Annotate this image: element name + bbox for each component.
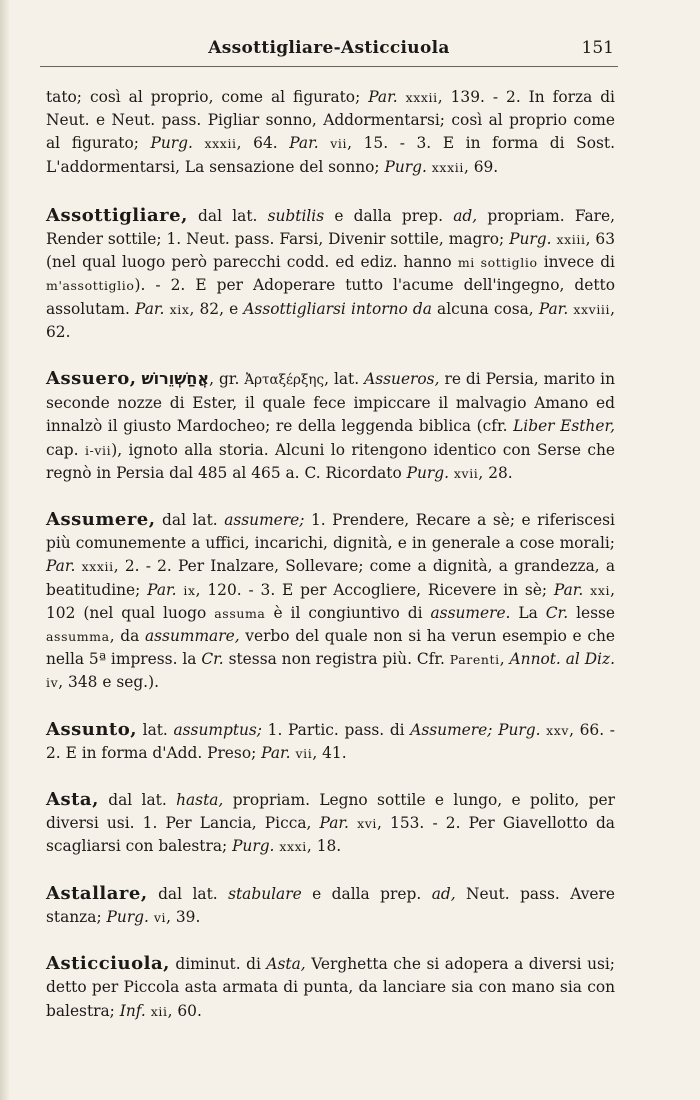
citation-numeral: xxviii bbox=[573, 301, 611, 317]
entry-text: verbo del quale non si ha verun esempio e che nella 5ª impress. la bbox=[46, 627, 615, 669]
citation-numeral: xxiii bbox=[556, 232, 586, 248]
entry-assunto bbox=[46, 718, 615, 765]
italic-text: Cr. bbox=[545, 603, 569, 622]
citation-numeral: vii bbox=[330, 136, 348, 152]
citation-numeral: vi bbox=[153, 909, 167, 925]
entry-text: propriam. Legno sottile e lungo, e polito, per diversi usi. 1. Per Lancia, Picca, bbox=[46, 791, 615, 833]
entry-text: , lat. bbox=[324, 370, 365, 389]
citation-numeral: xii bbox=[150, 1003, 168, 1019]
italic-text: Par. bbox=[538, 299, 569, 318]
entry-continuation bbox=[46, 86, 615, 179]
italic-text: Assottigliarsi intorno da bbox=[243, 299, 432, 318]
entry-text: lat. bbox=[137, 720, 174, 739]
citation-numeral: ix bbox=[183, 582, 196, 598]
italic-text: Par. bbox=[289, 134, 319, 153]
italic-text: Asta, bbox=[266, 955, 306, 974]
entry-text: , 139. - 2. In forza di Neut. e Neut. pass. Pigliar sonno, Addormentarsi; così al proprio come al figurato; bbox=[46, 88, 615, 153]
entry-text: , 69. bbox=[463, 157, 499, 176]
citation-numeral: xxv bbox=[546, 722, 570, 738]
citation-numeral: xix bbox=[169, 301, 190, 317]
entry-text: ), ignoto alla storia. Alcuni lo ritengono identico con Serse che regnò in Persia dal 485 al 465 a. C. Ricordato bbox=[46, 440, 615, 482]
italic-text: stabulare bbox=[228, 884, 302, 903]
citation-numeral: vii bbox=[295, 745, 313, 761]
italic-text: Purg. bbox=[106, 907, 149, 926]
entry-text bbox=[349, 814, 357, 832]
italic-text: Purg. bbox=[232, 837, 275, 856]
italic-text: Par. bbox=[553, 580, 584, 599]
entry-text: , 28. bbox=[478, 463, 513, 482]
entry-text: , 60. bbox=[167, 1001, 202, 1020]
citation-numeral: xxxi bbox=[279, 839, 307, 855]
citation-numeral: i-vii bbox=[84, 442, 112, 458]
entry-text: , 82, e bbox=[189, 299, 244, 318]
entry-text: invece di bbox=[537, 253, 615, 272]
entry-text: ). - 2. E per Adoperare tutto l'acume dell'ingegno, detto assolutam. bbox=[46, 276, 615, 318]
entry-assuero bbox=[46, 367, 615, 485]
entry-text: , 39. bbox=[166, 907, 201, 926]
citation-numeral: xxxii bbox=[204, 136, 237, 152]
italic-text: Purg. bbox=[150, 134, 193, 153]
hebrew-word: אֲחַשְׁוֵרוֹשׁ bbox=[141, 369, 210, 389]
entry-assottigliare bbox=[46, 204, 615, 344]
entry-text: propriam. Fare, Render sottile; 1. Neut. pass. Farsi, Divenir sottile, magro; bbox=[46, 206, 615, 249]
citation-numeral: m'assottiglio bbox=[46, 278, 135, 294]
entry-text: Neut. pass. Avere stanza; bbox=[46, 884, 615, 926]
citation-numeral: xxxii bbox=[81, 559, 114, 575]
entry-text: , 15. - 3. E in forma di Sost. L'addormentarsi, La sensazione del sonno; bbox=[46, 134, 615, 176]
entry-text: tato; così al proprio, come al figurato; bbox=[46, 88, 369, 106]
citation-numeral: Parenti bbox=[449, 652, 500, 668]
entry-text: dal lat. bbox=[147, 884, 229, 903]
italic-text: Cr. bbox=[201, 650, 224, 669]
citation-numeral: xxxii bbox=[405, 90, 438, 105]
italic-text: Par. bbox=[147, 580, 177, 599]
entry-text: lesse bbox=[568, 603, 616, 622]
italic-text: Assumere; Purg. bbox=[410, 720, 541, 739]
italic-text: hasta, bbox=[176, 791, 224, 810]
entry-asta bbox=[46, 788, 615, 859]
italic-text: assumere. bbox=[430, 603, 511, 622]
entry-text bbox=[319, 134, 331, 152]
running-head: Assottigliare-Asticciuola bbox=[208, 38, 450, 58]
italic-text: Par. bbox=[368, 88, 398, 106]
italic-text: Par. bbox=[46, 557, 76, 576]
entry-text: , 153. - 2. Per Giavellotto da scagliarsi con balestra; bbox=[46, 814, 615, 856]
headword: Assuero, bbox=[46, 368, 137, 390]
entry-text: 1. Partic. pass. di bbox=[262, 720, 411, 739]
entry-text: , 66. - 2. E in forma d'Add. Preso; bbox=[46, 720, 615, 762]
italic-text: Assueros, bbox=[364, 370, 440, 389]
citation-numeral: assumma bbox=[46, 629, 110, 645]
italic-text: ad, bbox=[431, 884, 456, 903]
entry-text: dal lat. bbox=[155, 511, 225, 530]
italic-text: ad, bbox=[453, 206, 478, 225]
entry-text: , 102 (nel qual luogo bbox=[46, 580, 615, 622]
italic-text: assumere; bbox=[224, 511, 305, 530]
entry-text: re di Persia, marito in seconde nozze di Ester, il quale fece impiccare il malvagio Amano ed innalzò il giusto Mardocheo; re della leggenda biblica (cfr. bbox=[46, 370, 615, 436]
headword: Astallare, bbox=[46, 882, 148, 904]
headword: Assunto, bbox=[46, 718, 137, 740]
entry-text bbox=[193, 134, 205, 152]
headword: Asticciuola, bbox=[46, 953, 170, 975]
italic-text: Annot. al Diz. bbox=[509, 650, 615, 669]
citation-numeral: xxxii bbox=[431, 159, 464, 175]
entry-assumere bbox=[46, 508, 615, 695]
italic-text: assummare, bbox=[144, 627, 240, 646]
entry-text: , 18. bbox=[306, 837, 342, 856]
entry-text: , 64. bbox=[236, 134, 290, 153]
entry-text: e dalla prep. bbox=[301, 884, 432, 903]
entry-text: , gr. bbox=[209, 370, 245, 389]
entry-text: è il congiuntivo di bbox=[265, 603, 431, 622]
entry-text: , 63 (nel qual luogo però parecchi codd. ed ediz. hanno bbox=[46, 230, 615, 272]
page-number: 151 bbox=[581, 38, 614, 58]
entry-text: alcuna cosa, bbox=[431, 299, 539, 318]
page-header bbox=[40, 38, 618, 64]
headword: Assumere, bbox=[46, 509, 156, 531]
entry-text bbox=[398, 88, 406, 106]
citation-numeral: assuma bbox=[214, 605, 266, 621]
citation-numeral: mi sottiglio bbox=[457, 255, 538, 271]
citation-numeral: xxi bbox=[590, 582, 611, 598]
text-column bbox=[46, 86, 615, 1046]
italic-text: Par. bbox=[261, 743, 291, 762]
greek-word: Ἀρταξέρξης bbox=[244, 372, 325, 389]
entry-text: e dalla prep. bbox=[324, 206, 454, 225]
page-spine-shadow bbox=[0, 0, 10, 1100]
entry-asticciuola bbox=[46, 952, 615, 1023]
italic-text: Liber Esther, bbox=[513, 417, 615, 436]
italic-text: Par. bbox=[319, 814, 349, 833]
entry-text: , 348 e seg.). bbox=[58, 673, 159, 692]
italic-text: subtilis bbox=[267, 206, 325, 225]
entry-text: 1. Prendere, Recare a sè; e riferiscesi più comunemente a uffici, incarichi, dignità, e in generale a cose morali; bbox=[46, 511, 615, 553]
entry-text: , 41. bbox=[312, 743, 347, 762]
entry-text: , 62. bbox=[46, 299, 616, 341]
entry-text: La bbox=[510, 603, 546, 622]
italic-text: Inf. bbox=[119, 1001, 146, 1020]
citation-numeral: iv bbox=[46, 675, 59, 691]
italic-text: Purg. bbox=[406, 463, 449, 482]
entry-text: dal lat. bbox=[98, 791, 177, 810]
entry-text: Verghetta che si adopera a diversi usi; detto per Piccola asta armata di punta, da lanciare sia con mano sia con balestra; bbox=[46, 955, 615, 1020]
italic-text: Purg. bbox=[509, 230, 552, 249]
italic-text: Purg. bbox=[384, 157, 427, 176]
entry-text: , 2. - 2. Per Inalzare, Sollevare; come a dignità, a grandezza, a beatitudine; bbox=[46, 557, 615, 599]
italic-text: Par. bbox=[135, 299, 165, 318]
entry-text: , da bbox=[109, 627, 145, 646]
entry-text: cap. bbox=[46, 440, 85, 459]
citation-numeral: xvi bbox=[357, 816, 377, 832]
entry-text: dal lat. bbox=[187, 206, 268, 225]
entry-text: , 120. - 3. E per Accogliere, Ricevere in sè; bbox=[195, 580, 554, 599]
headword: Asta, bbox=[46, 789, 99, 811]
entry-text: , bbox=[499, 650, 510, 669]
entry-text: diminut. di bbox=[169, 955, 267, 974]
entry-text: stessa non registra più. Cfr. bbox=[223, 650, 450, 669]
headword: Assottigliare, bbox=[46, 204, 188, 226]
header-rule bbox=[40, 66, 618, 67]
italic-text: assumptus; bbox=[173, 720, 262, 739]
entry-astallare bbox=[46, 882, 615, 929]
citation-numeral: xvii bbox=[453, 465, 479, 481]
